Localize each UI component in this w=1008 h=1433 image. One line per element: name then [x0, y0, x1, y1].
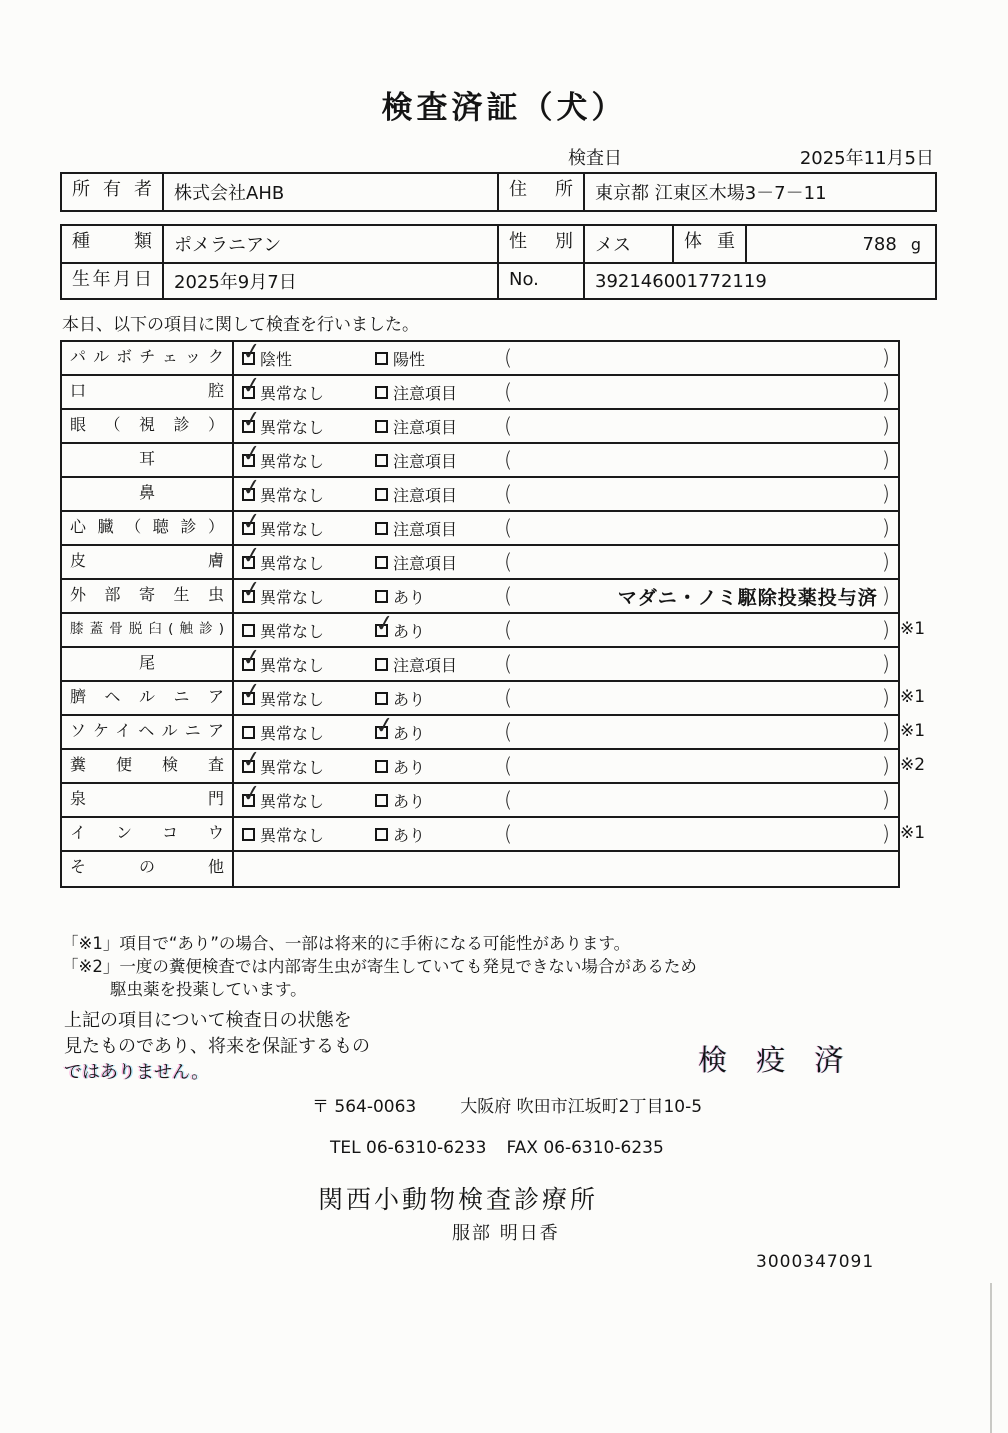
close-paren-icon: )	[881, 754, 890, 778]
option2-cell	[367, 478, 492, 510]
comment-cell	[492, 444, 898, 476]
open-paren-icon: (	[504, 652, 513, 676]
weight-unit: g	[910, 234, 921, 254]
open-paren-icon: (	[504, 754, 513, 778]
option2-label: あり	[393, 825, 426, 845]
comment-text: マダニ・ノミ駆除投薬投与済	[617, 586, 878, 609]
close-paren-icon: )	[881, 414, 890, 438]
comment-cell	[492, 852, 898, 886]
tel-fax-line	[330, 1138, 664, 1158]
option1-cell	[234, 784, 367, 816]
option1-cell	[234, 478, 367, 510]
option1-cell	[234, 444, 367, 476]
option1-label: 異常なし	[260, 689, 325, 709]
option1-label: 異常なし	[260, 417, 325, 437]
checklist-table	[60, 340, 926, 888]
sex-value: メス	[585, 226, 674, 262]
checklist-row	[62, 614, 926, 648]
option2-checkbox	[375, 488, 388, 501]
option2-cell	[367, 818, 492, 850]
option1-label: 異常なし	[260, 587, 325, 607]
close-paren-icon: )	[881, 652, 890, 676]
checklist-row	[62, 376, 898, 410]
option1-label: 異常なし	[260, 451, 325, 471]
option1-label: 異常なし	[260, 519, 325, 539]
clinic-name: 関西小動物検査診療所	[318, 1185, 599, 1214]
option2-label: 注意項目	[393, 451, 458, 471]
option2-cell	[367, 716, 492, 748]
weight-label: 体重	[674, 226, 747, 262]
disclaimer-line-1: 上記の項目について検査日の状態を	[64, 1010, 352, 1031]
option2-checkbox	[375, 692, 388, 705]
option1-cell	[234, 614, 367, 646]
quarantine-stamp: 検 疫 済	[698, 1043, 854, 1077]
open-paren-icon: (	[504, 584, 513, 608]
note-mark: ※1	[900, 721, 926, 741]
veterinarian-name: 服部 明日香	[452, 1223, 560, 1244]
inspection-date-label: 検査日	[568, 148, 622, 169]
option1-checkbox	[242, 726, 255, 739]
option1-cell	[234, 716, 367, 748]
option1-label: 異常なし	[260, 655, 325, 675]
option2-cell	[367, 342, 492, 374]
item-label: 臍ヘルニア	[62, 682, 234, 714]
comment-cell	[492, 784, 898, 816]
close-paren-icon: )	[881, 380, 890, 404]
comment-cell	[492, 716, 898, 748]
option1-checkbox	[242, 522, 255, 535]
checklist-row	[62, 784, 898, 818]
option1-cell	[234, 648, 367, 680]
option2-label: あり	[393, 757, 426, 777]
option2-checkbox	[375, 420, 388, 433]
item-label: 尾	[62, 648, 234, 680]
checklist-row	[62, 648, 898, 682]
checklist-row	[62, 716, 926, 750]
option2-cell	[367, 648, 492, 680]
clinic-address: 大阪府 吹田市江坂町2丁目10-5	[460, 1097, 703, 1117]
disclaimer	[64, 1008, 370, 1086]
animal-row-1	[62, 226, 935, 262]
option2-label: あり	[393, 587, 426, 607]
breed-label: 種類	[62, 226, 164, 262]
open-paren-icon: (	[504, 414, 513, 438]
comment-cell	[492, 818, 898, 850]
option2-label: 注意項目	[393, 383, 458, 403]
close-paren-icon: )	[881, 822, 890, 846]
item-label: パルボチェック	[62, 342, 234, 374]
option2-label: あり	[393, 621, 426, 641]
close-paren-icon: )	[881, 788, 890, 812]
no-label: No.	[499, 264, 585, 298]
disclaimer-line-3: ではありません。	[64, 1062, 210, 1083]
option1-checkbox	[242, 590, 255, 603]
option2-label: 注意項目	[393, 417, 458, 437]
option2-label: 注意項目	[393, 519, 458, 539]
option1-checkbox	[242, 454, 255, 467]
animal-table	[60, 224, 937, 300]
close-paren-icon: )	[881, 686, 890, 710]
open-paren-icon: (	[504, 788, 513, 812]
option2-cell	[367, 750, 492, 782]
open-paren-icon: (	[504, 346, 513, 370]
option2-label: 陽性	[393, 349, 426, 369]
footnotes	[62, 932, 697, 1001]
checklist-row	[62, 546, 898, 580]
open-paren-icon: (	[504, 720, 513, 744]
option1-label: 異常なし	[260, 553, 325, 573]
option2-cell	[367, 512, 492, 544]
close-paren-icon: )	[881, 516, 890, 540]
weight-value-cell	[747, 226, 935, 262]
open-paren-icon: (	[504, 618, 513, 642]
option2-cell	[367, 852, 492, 886]
open-paren-icon: (	[504, 380, 513, 404]
item-label: 鼻	[62, 478, 234, 510]
owner-label: 所有者	[62, 174, 164, 210]
close-paren-icon: )	[881, 618, 890, 642]
item-label: 糞便検査	[62, 750, 234, 782]
option2-cell	[367, 546, 492, 578]
scan-artifact-line	[990, 1283, 992, 1433]
option2-cell	[367, 410, 492, 442]
option2-checkbox	[375, 522, 388, 535]
comment-cell	[492, 546, 898, 578]
checklist-row	[62, 580, 898, 614]
item-label: 泉門	[62, 784, 234, 816]
comment-cell	[492, 410, 898, 442]
option1-cell	[234, 818, 367, 850]
item-label: 膝蓋骨脱臼(触診)	[62, 614, 234, 646]
intro-sentence: 本日、以下の項目に関して検査を行いました。	[62, 315, 419, 335]
option2-cell	[367, 682, 492, 714]
item-label: 心臓（聴診）	[62, 512, 234, 544]
option2-checkbox	[375, 454, 388, 467]
item-label: 眼（視診）	[62, 410, 234, 442]
note-mark: ※1	[900, 687, 926, 707]
comment-cell	[492, 614, 898, 646]
option1-checkbox	[242, 488, 255, 501]
comment-cell	[492, 478, 898, 510]
checklist-row	[62, 410, 898, 444]
option2-cell	[367, 784, 492, 816]
option1-checkbox	[242, 760, 255, 773]
breed-value: ポメラニアン	[164, 226, 499, 262]
option1-cell	[234, 410, 367, 442]
option1-label: 異常なし	[260, 485, 325, 505]
open-paren-icon: (	[504, 550, 513, 574]
disclaimer-line-2: 見たものであり、将来を保証するもの	[64, 1036, 370, 1057]
option1-cell	[234, 580, 367, 612]
option1-checkbox	[242, 556, 255, 569]
postal-code: 〒 564-0063	[312, 1097, 417, 1117]
footnote-1: 「※1」項目で“あり”の場合、一部は将来的に手術になる可能性があります。	[62, 934, 631, 953]
birth-label: 生年月日	[62, 264, 164, 298]
option1-cell	[234, 376, 367, 408]
checklist-row	[62, 478, 898, 512]
owner-table	[60, 172, 937, 212]
option1-checkbox	[242, 828, 255, 841]
option2-label: 注意項目	[393, 553, 458, 573]
option1-label: 異常なし	[260, 383, 325, 403]
option2-cell	[367, 580, 492, 612]
inspection-date-value: 2025年11月5日	[799, 148, 934, 169]
checklist-row	[62, 818, 926, 852]
option1-checkbox	[242, 624, 255, 637]
checklist-row	[62, 682, 926, 716]
birth-value: 2025年9月7日	[164, 264, 499, 298]
option1-label: 陰性	[260, 349, 293, 369]
option1-label: 異常なし	[260, 757, 325, 777]
footnote-3: 駆虫薬を投薬しています。	[110, 980, 307, 999]
option2-checkbox	[375, 624, 388, 637]
close-paren-icon: )	[881, 346, 890, 370]
option2-label: あり	[393, 689, 426, 709]
item-label: 口腔	[62, 376, 234, 408]
option1-checkbox	[242, 420, 255, 433]
item-label: インコウ	[62, 818, 234, 850]
open-paren-icon: (	[504, 448, 513, 472]
close-paren-icon: )	[881, 448, 890, 472]
close-paren-icon: )	[881, 482, 890, 506]
item-label: 外部寄生虫	[62, 580, 234, 612]
checklist-row	[62, 750, 926, 784]
option2-checkbox	[375, 760, 388, 773]
option2-checkbox	[375, 556, 388, 569]
option2-label: あり	[393, 791, 426, 811]
option2-label: 注意項目	[393, 655, 458, 675]
comment-cell	[492, 512, 898, 544]
item-label: ソケイヘルニア	[62, 716, 234, 748]
comment-cell	[492, 342, 898, 374]
option1-checkbox	[242, 352, 255, 365]
tel-number: TEL 06-6310-6233	[330, 1138, 487, 1158]
option2-checkbox	[375, 352, 388, 365]
open-paren-icon: (	[504, 516, 513, 540]
item-label: 皮膚	[62, 546, 234, 578]
option1-cell	[234, 750, 367, 782]
inspection-date-line	[568, 144, 934, 170]
option2-cell	[367, 614, 492, 646]
option1-cell	[234, 852, 367, 886]
item-label: 耳	[62, 444, 234, 476]
clinic-address-line	[312, 1092, 702, 1117]
option1-label: 異常なし	[260, 723, 325, 743]
open-paren-icon: (	[504, 822, 513, 846]
comment-cell	[492, 648, 898, 680]
animal-row-2	[62, 262, 935, 298]
note-mark: ※2	[900, 755, 926, 775]
option2-checkbox	[375, 658, 388, 671]
option2-checkbox	[375, 590, 388, 603]
close-paren-icon: )	[881, 720, 890, 744]
option2-checkbox	[375, 794, 388, 807]
close-paren-icon: )	[881, 550, 890, 574]
fax-number: FAX 06-6310-6235	[506, 1138, 664, 1158]
item-label: その他	[62, 852, 234, 886]
option2-label: 注意項目	[393, 485, 458, 505]
owner-value: 株式会社AHB	[164, 174, 499, 210]
option1-checkbox	[242, 692, 255, 705]
checklist-row	[62, 342, 898, 376]
comment-cell	[492, 682, 898, 714]
document-title: 検査済証（犬）	[381, 90, 627, 126]
option1-checkbox	[242, 658, 255, 671]
option1-checkbox	[242, 386, 255, 399]
option2-checkbox	[375, 828, 388, 841]
checklist-row	[62, 512, 898, 546]
option1-cell	[234, 342, 367, 374]
serial-number: 3000347091	[756, 1252, 875, 1272]
option1-checkbox	[242, 794, 255, 807]
weight-value: 788	[862, 233, 897, 255]
address-value: 東京都 江東区木場3－7－11	[595, 183, 827, 204]
option1-cell	[234, 682, 367, 714]
comment-cell	[492, 580, 898, 612]
note-mark: ※1	[900, 823, 926, 843]
checklist-row	[62, 852, 898, 886]
option2-checkbox	[375, 726, 388, 739]
comment-cell	[492, 376, 898, 408]
close-paren-icon: )	[881, 584, 890, 608]
option2-checkbox	[375, 386, 388, 399]
comment-cell	[492, 750, 898, 782]
option2-cell	[367, 376, 492, 408]
open-paren-icon: (	[504, 482, 513, 506]
sex-label: 性別	[499, 226, 585, 262]
address-label: 住所	[499, 174, 585, 210]
option1-cell	[234, 512, 367, 544]
no-value: 392146001772119	[595, 270, 767, 292]
note-mark: ※1	[900, 619, 926, 639]
owner-row	[62, 174, 935, 210]
option1-label: 異常なし	[260, 825, 325, 845]
footnote-2: 「※2」一度の糞便検査では内部寄生虫が寄生していても発見できない場合があるため	[62, 957, 697, 976]
option2-cell	[367, 444, 492, 476]
option1-label: 異常なし	[260, 621, 325, 641]
option1-cell	[234, 546, 367, 578]
option1-label: 異常なし	[260, 791, 325, 811]
checklist-row	[62, 444, 898, 478]
open-paren-icon: (	[504, 686, 513, 710]
option2-label: あり	[393, 723, 426, 743]
